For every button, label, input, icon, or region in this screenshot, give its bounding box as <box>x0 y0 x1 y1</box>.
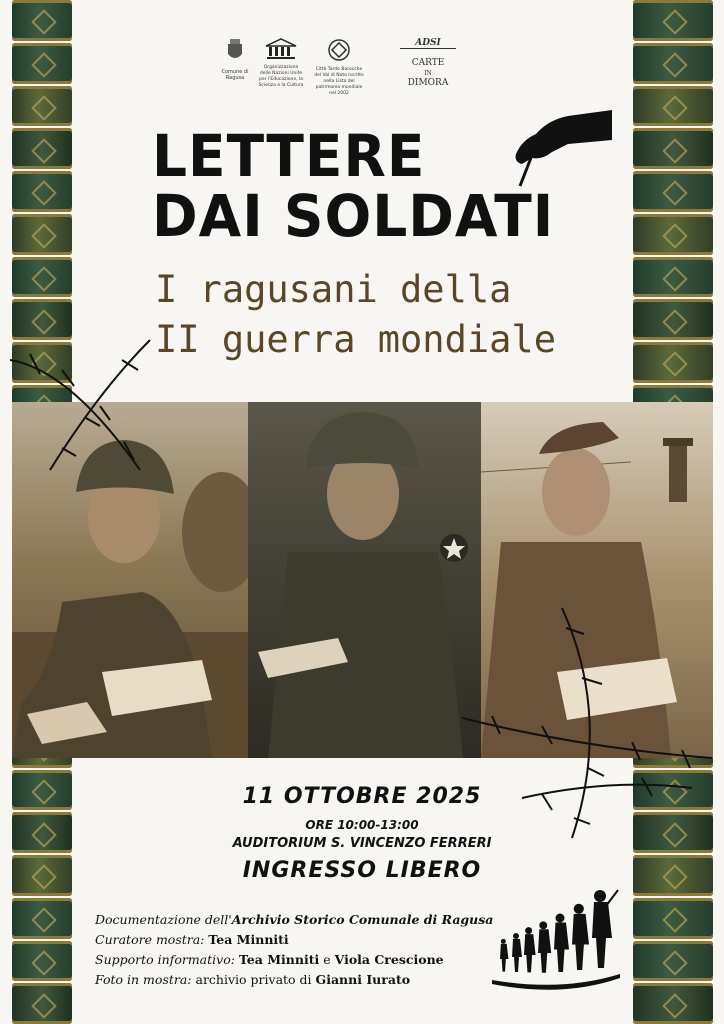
temple-icon <box>264 38 298 60</box>
book-spine <box>12 214 72 255</box>
photo-soldier-helmet-2 <box>248 402 481 758</box>
credit-photo-label: Foto in mostra: <box>95 972 196 987</box>
val-di-noto-label: Città Tardo Barocche del Val di Noto iscritte nella Lista del patrimonio mondiale nel 2002 <box>314 67 364 96</box>
coat-of-arms-icon <box>225 38 245 64</box>
book-spine <box>633 171 713 212</box>
comune-logo <box>218 38 252 81</box>
credit-support-and: e <box>319 952 335 967</box>
event-time: ORE 10:00-13:00 <box>305 818 419 832</box>
event-date: 11 OTTOBRE 2025 <box>242 784 482 809</box>
book-spine <box>633 0 713 41</box>
credit-photo-value: Gianni Iurato <box>315 972 411 987</box>
marching-soldiers-icon <box>492 888 622 1000</box>
credit-support-value2: Viola Crescione <box>334 952 444 967</box>
credit-photo-plain: archivio privato di <box>195 972 316 987</box>
credit-curator-value: Tea Minniti <box>208 932 289 947</box>
credit-documentation <box>95 910 493 930</box>
title-line1: LETTERE <box>152 122 426 190</box>
book-spine <box>12 171 72 212</box>
book-spine <box>633 214 713 255</box>
subtitle-line2: II guerra mondiale <box>155 318 556 361</box>
book-spine <box>12 983 72 1024</box>
book-spine <box>12 257 72 298</box>
sponsor-logos <box>218 38 468 98</box>
adsi-logo <box>400 38 456 90</box>
credit-curator <box>95 930 493 950</box>
event-venue: AUDITORIUM S. VINCENZO FERRERI <box>232 836 492 851</box>
book-spine <box>633 128 713 169</box>
book-spine <box>633 941 713 982</box>
carte-line2: IN <box>424 70 432 77</box>
event-entry: INGRESSO LIBERO <box>242 858 482 883</box>
book-spine <box>633 983 713 1024</box>
unesco-label: Organizzazione delle Nazioni Unite per l'Educazione, la Scienza e la Cultura <box>258 65 304 88</box>
adsi-label: ADSI <box>400 38 456 49</box>
credits-block <box>95 910 493 990</box>
book-spine <box>633 299 713 340</box>
book-spine <box>633 342 713 383</box>
book-spine <box>12 86 72 127</box>
credit-support-value1: Tea Minniti <box>238 952 320 967</box>
comune-label: Comune di Ragusa <box>221 69 249 81</box>
credit-support <box>95 950 493 970</box>
book-spine <box>12 941 72 982</box>
book-spine <box>633 898 713 939</box>
book-spine <box>12 0 72 41</box>
unesco-logo <box>258 38 304 89</box>
book-spine <box>633 43 713 84</box>
credit-curator-label: Curatore mostra: <box>95 932 209 947</box>
credit-doc-value: Archivio Storico Comunale di Ragusa <box>231 912 494 927</box>
credit-photos <box>95 970 493 990</box>
carte-line3: DIMORA <box>407 78 449 88</box>
title-line2: DAI SOLDATI <box>152 182 555 250</box>
world-heritage-icon <box>327 38 351 62</box>
subtitle-line1: I ragusani della <box>155 268 512 311</box>
val-di-noto-logo <box>312 38 366 97</box>
credit-support-label: Supporto informativo: <box>95 952 239 967</box>
book-spine <box>633 257 713 298</box>
book-spine <box>633 86 713 127</box>
book-spine <box>12 43 72 84</box>
barbed-wire-icon <box>10 330 170 480</box>
credit-doc-label: Documentazione dell' <box>95 912 232 927</box>
carte-line1: CARTE <box>411 58 445 68</box>
book-spine <box>12 128 72 169</box>
writing-hand-icon <box>508 100 612 190</box>
barbed-wire-icon <box>462 598 712 848</box>
book-spine <box>12 898 72 939</box>
